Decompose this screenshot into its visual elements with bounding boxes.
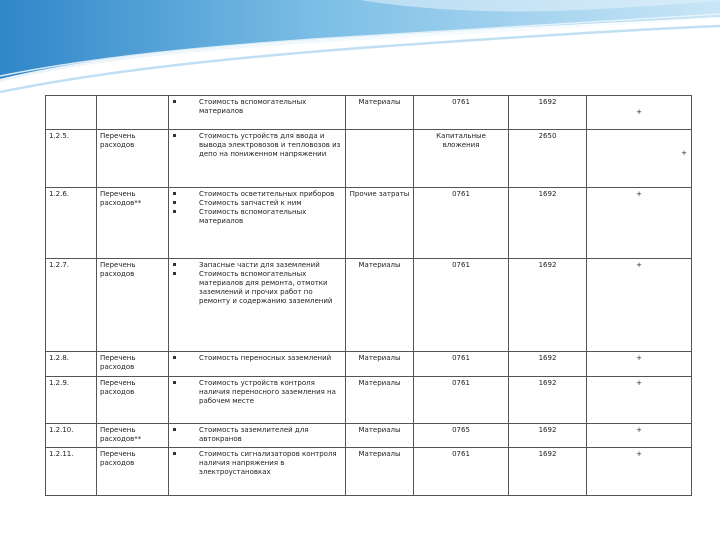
table-row [46, 424, 692, 448]
table-row [46, 448, 692, 496]
header-wave-banner [0, 0, 720, 95]
list-item: Стоимость вспомогательных материалов [172, 208, 342, 226]
table-row [46, 352, 692, 377]
row-code-1: 0761 [414, 188, 509, 259]
row-name: Перечень расходов [97, 448, 169, 496]
row-code-2: 1692 [509, 352, 587, 377]
row-items [169, 424, 346, 448]
row-mark: + [587, 448, 692, 496]
list-item: Стоимость сигнализаторов контроля наличия напряжения в электроустановках [172, 450, 342, 477]
row-items [169, 352, 346, 377]
row-items [169, 448, 346, 496]
table-row [46, 377, 692, 424]
list-item: Стоимость переносных заземлений [172, 354, 342, 363]
row-items [169, 130, 346, 188]
row-category: Материалы [346, 377, 414, 424]
list-item: Стоимость устройств контроля наличия переносного заземления на рабочем месте [172, 379, 342, 406]
row-mark [587, 130, 692, 188]
list-item: Стоимость вспомогательных материалов для ремонта, отмотки заземлений и прочих работ по ремонту и содержанию заземлений [172, 270, 342, 306]
row-category: Материалы [346, 259, 414, 352]
row-category: Материалы [346, 352, 414, 377]
row-code-2: 1692 [509, 424, 587, 448]
row-number: 1.2.10. [46, 424, 97, 448]
row-code-1 [414, 130, 509, 188]
row-code-2: 2650 [509, 130, 587, 188]
list-item: Стоимость заземлителей для автокранов [172, 426, 342, 444]
row-items [169, 377, 346, 424]
row-mark: + [587, 259, 692, 352]
row-number: 1.2.8. [46, 352, 97, 377]
row-number: 1.2.9. [46, 377, 97, 424]
row-name [97, 96, 169, 130]
table-row [46, 188, 692, 259]
row-number [46, 96, 97, 130]
row-category [346, 130, 414, 188]
row-code-1: 0761 [414, 448, 509, 496]
row-category: Прочие затраты [346, 188, 414, 259]
row-number: 1.2.6. [46, 188, 97, 259]
row-code-2: 1692 [509, 188, 587, 259]
table-row [46, 130, 692, 188]
row-items [169, 96, 346, 130]
row-code-2: 1692 [509, 96, 587, 130]
row-name: Перечень расходов [97, 377, 169, 424]
row-mark [587, 96, 692, 130]
row-number: 1.2.11. [46, 448, 97, 496]
row-category: Материалы [346, 448, 414, 496]
table-row [46, 96, 692, 130]
row-items [169, 188, 346, 259]
row-code-2: 1692 [509, 448, 587, 496]
row-mark: + [587, 188, 692, 259]
list-item: Стоимость осветительных приборов [172, 190, 342, 199]
row-category: Материалы [346, 96, 414, 130]
list-item: Стоимость вспомогательных материалов [172, 98, 342, 116]
list-item: Стоимость запчастей к ним [172, 199, 342, 208]
row-code-1: 0765 [414, 424, 509, 448]
row-name: Перечень расходов** [97, 424, 169, 448]
row-items [169, 259, 346, 352]
row-code-1: 0761 [414, 96, 509, 130]
row-mark: + [587, 424, 692, 448]
row-code-2: 1692 [509, 259, 587, 352]
expense-table [45, 95, 692, 496]
row-category-text: Капитальные вложения [436, 132, 486, 149]
row-name: Перечень расходов [97, 259, 169, 352]
list-item: Запасные части для заземлений [172, 261, 342, 270]
mark-plus: + [636, 108, 642, 116]
row-code-1: 0761 [414, 352, 509, 377]
row-mark: + [587, 377, 692, 424]
table-row [46, 259, 692, 352]
row-number: 1.2.5. [46, 130, 97, 188]
row-mark: + [587, 352, 692, 377]
row-name: Перечень расходов [97, 130, 169, 188]
row-name: Перечень расходов** [97, 188, 169, 259]
row-number: 1.2.7. [46, 259, 97, 352]
row-name: Перечень расходов [97, 352, 169, 377]
row-category: Материалы [346, 424, 414, 448]
row-code-2: 1692 [509, 377, 587, 424]
list-item: Стоимость устройств для ввода и вывода электровозов и тепловозов из депо на пониженном напряжении [172, 132, 342, 159]
mark-plus: + [681, 149, 687, 157]
row-code-1: 0761 [414, 377, 509, 424]
row-code-1: 0761 [414, 259, 509, 352]
